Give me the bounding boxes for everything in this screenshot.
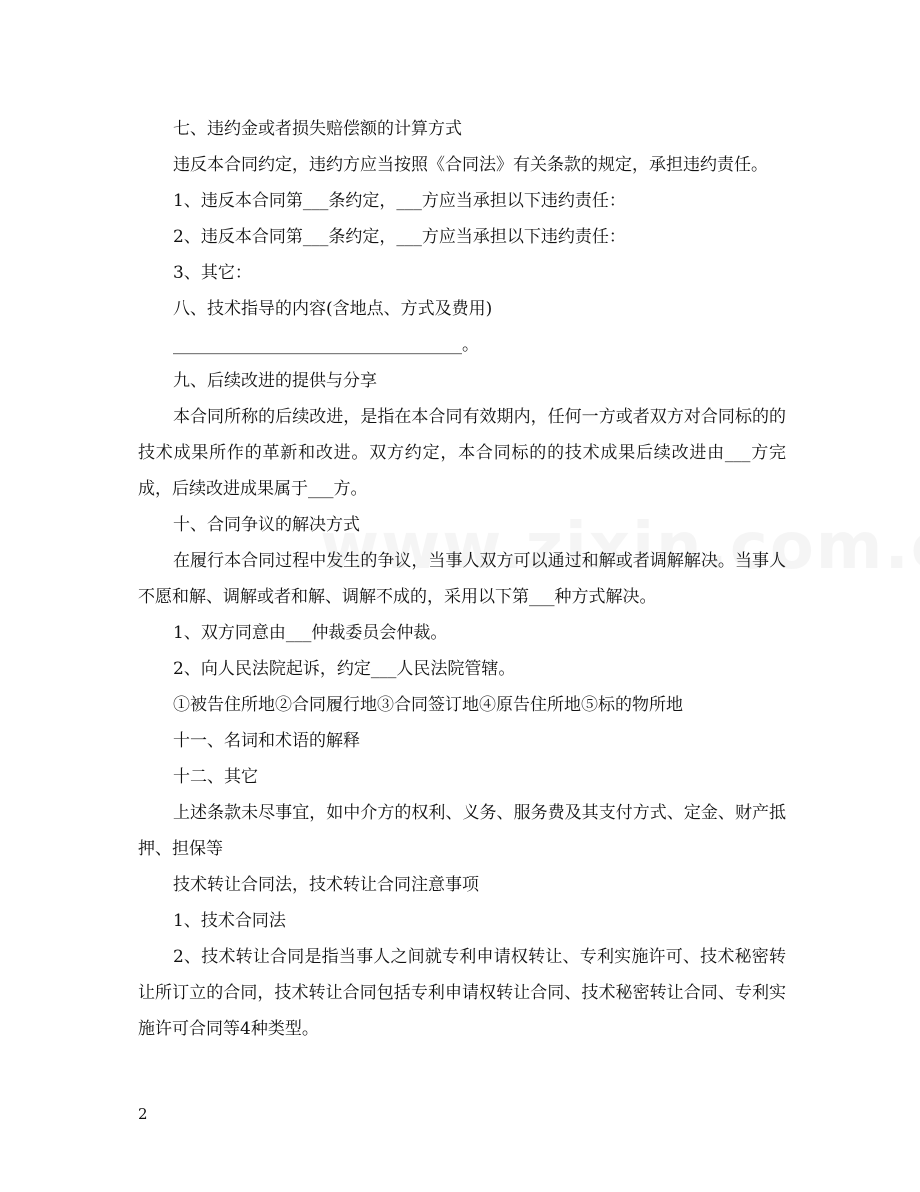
paragraph: 本合同所称的后续改进，是指在本合同有效期内，任何一方或者双方对合同标的的技术成果所作的革新和改进。双方约定，本合同标的的技术成果后续改进由___方完成，后续改进成果属于___方。 — [138, 407, 786, 499]
paragraph: 1、违反本合同第___条约定，___方应当承担以下违约责任： — [173, 191, 626, 211]
paragraph: 违反本合同约定，违约方应当按照《合同法》有关条款的规定，承担违约责任。 — [173, 155, 768, 175]
page-number: 2 — [138, 1105, 148, 1123]
paragraph: 上述条款未尽事宜，如中介方的权利、义务、服务费及其支付方式、定金、财产抵押、担保等 — [138, 803, 786, 859]
section-heading: 九、后续改进的提供与分享 — [173, 371, 377, 391]
paragraph: ①被告住所地②合同履行地③合同签订地④原告住所地⑤标的物所地 — [173, 695, 683, 715]
section-heading: 十一、名词和术语的解释 — [173, 731, 360, 751]
paragraph: 1、双方同意由___仲裁委员会仲裁。 — [173, 623, 448, 643]
paragraph: 2、违反本合同第___条约定，___方应当承担以下违约责任： — [173, 227, 626, 247]
paragraph: 2、技术转让合同是指当事人之间就专利申请权转让、专利实施许可、技术秘密转让所订立的合同，技术转让合同包括专利申请权转让合同、技术秘密转让合同、专利实施许可合同等4种类型。 — [138, 947, 786, 1039]
paragraph: 2、向人民法院起诉，约定___人民法院管辖。 — [173, 659, 516, 679]
paragraph: 3、其它： — [173, 263, 252, 283]
section-heading: 八、技术指导的内容(含地点、方式及费用) — [173, 299, 493, 319]
document-body — [138, 111, 786, 1047]
paragraph: 在履行本合同过程中发生的争议，当事人双方可以通过和解或者调解解决。当事人不愿和解、调解或者和解、调解不成的，采用以下第___种方式解决。 — [138, 551, 786, 607]
section-heading: 十、合同争议的解决方式 — [173, 515, 360, 535]
section-heading: 七、违约金或者损失赔偿额的计算方式 — [173, 119, 462, 139]
section-heading: 十二、其它 — [173, 767, 258, 787]
blank-line: __________________________________。 — [173, 335, 479, 355]
paragraph: 技术转让合同法，技术转让合同注意事项 — [173, 875, 479, 895]
paragraph: 1、技术合同法 — [173, 911, 286, 931]
